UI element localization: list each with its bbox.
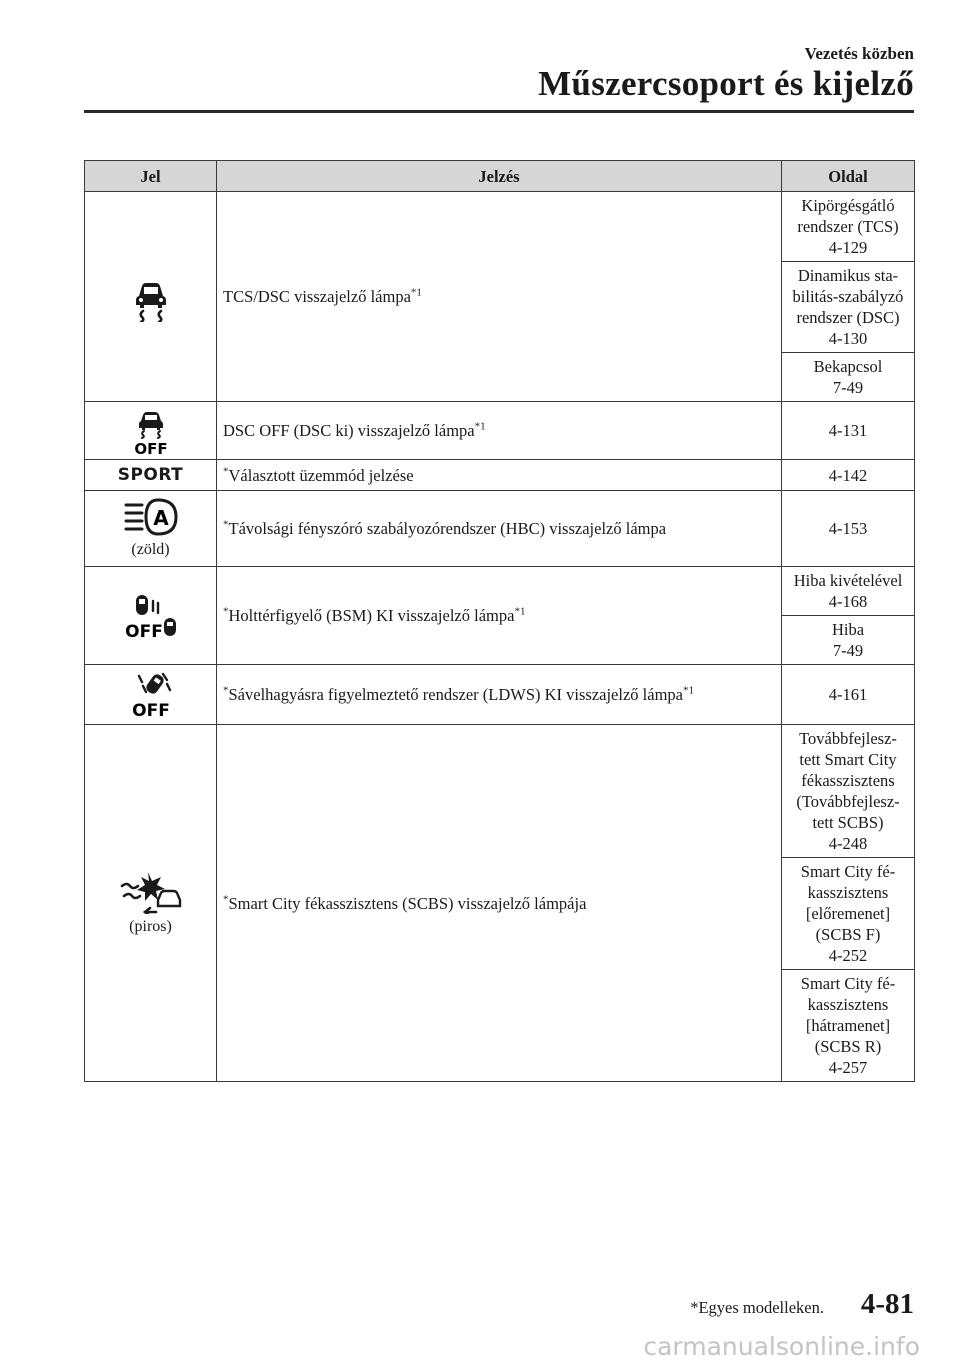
table-row	[85, 665, 915, 725]
svg-text:OFF: OFF	[124, 621, 163, 640]
page-number: 4-81	[860, 1288, 914, 1320]
hbc-icon	[122, 497, 180, 537]
page-cell: 4-131	[782, 402, 915, 460]
table-row	[85, 192, 915, 262]
table-row	[85, 402, 915, 460]
table-row	[85, 725, 915, 858]
sport-icon: SPORT	[117, 465, 184, 485]
page-cell: 4-142	[782, 460, 915, 491]
symbol-cell	[85, 402, 217, 460]
svg-text:A: A	[152, 506, 169, 530]
svg-text:OFF: OFF	[133, 439, 168, 455]
col-header-description: Jelzés	[217, 161, 782, 192]
symbol-cell	[85, 491, 217, 567]
ldws-off-icon	[125, 670, 177, 720]
description-cell: DSC OFF (DSC ki) visszajelző lámpa$^{*1}$	[217, 402, 782, 460]
description-cell: TCS/DSC visszajelző lámpa$^{*1}$	[217, 192, 782, 402]
page-cell: Smart City fé- kasszisztens [hátramenet] (SCBS R) 4-257	[782, 970, 915, 1082]
description-cell: *Smart City fékasszisztens (SCBS) visszajelző lámpája	[217, 725, 782, 1082]
scbs-icon	[118, 870, 184, 914]
page-cell: Továbbfejlesz- tett Smart City fékasszisztens (Továbbfejlesz- tett SCBS) 4-248	[782, 725, 915, 858]
indicator-table	[84, 160, 915, 1082]
tcs-dsc-icon	[126, 272, 176, 322]
page-cell: 4-161	[782, 665, 915, 725]
page-cell: Bekapcsol 7-49	[782, 353, 915, 402]
symbol-cell	[85, 725, 217, 1082]
watermark: carmanualsonline.info	[643, 1332, 920, 1361]
page-title: Műszercsoport és kijelző	[538, 64, 914, 103]
page-cell: Hiba 7-49	[782, 616, 915, 665]
page-cell: Smart City fé- kasszisztens [előremenet] (SCBS F) 4-252	[782, 858, 915, 970]
page-cell: Dinamikus sta- bilitás-szabályzó rendszer (DSC) 4-130	[782, 262, 915, 353]
table-row	[85, 460, 915, 491]
section-subtitle: Vezetés közben	[804, 44, 914, 63]
page-cell: 4-153	[782, 491, 915, 567]
symbol-cell	[85, 567, 217, 665]
table-row	[85, 567, 915, 616]
description-cell: *Távolsági fényszóró szabályozórendszer (HBC) visszajelző lámpa	[217, 491, 782, 567]
icon-color-note: (piros)	[129, 917, 172, 935]
icon-color-note: (zöld)	[131, 541, 170, 558]
symbol-cell	[85, 192, 217, 402]
table-row	[85, 491, 915, 567]
col-header-page: Oldal	[782, 161, 915, 192]
col-header-symbol: Jel	[85, 161, 217, 192]
header-rule	[84, 110, 914, 113]
description-cell: *Választott üzemmód jelzése	[217, 460, 782, 491]
symbol-cell	[85, 665, 217, 725]
page-cell: Kipörgésgátló rendszer (TCS) 4-129	[782, 192, 915, 262]
page-cell: Hiba kivételével 4-168	[782, 567, 915, 616]
description-cell: *Holttérfigyelő (BSM) KI visszajelző lámpa$^{*1}$	[217, 567, 782, 665]
svg-text:OFF: OFF	[131, 700, 170, 720]
bsm-off-icon	[122, 592, 180, 640]
table-header-row	[85, 161, 915, 192]
dsc-off-icon	[125, 407, 177, 455]
symbol-cell	[85, 460, 217, 491]
footnote: *Egyes modelleken.	[690, 1298, 824, 1317]
description-cell: *Sávelhagyásra figyelmeztető rendszer (LDWS) KI visszajelző lámpa$^{*1}$	[217, 665, 782, 725]
